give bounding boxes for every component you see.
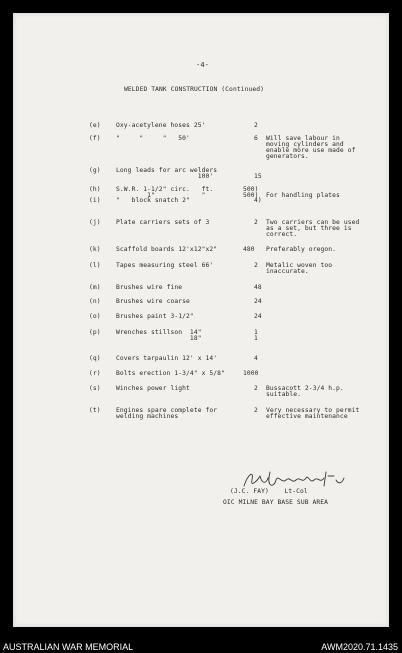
- item-label: (h): [89, 186, 101, 193]
- item-label: (i): [89, 197, 101, 204]
- item-description: Tapes measuring steel 66': [116, 262, 214, 269]
- item-description: 100': [116, 173, 214, 180]
- item-quantity: 4: [254, 355, 258, 362]
- item-remark: inaccurate.: [266, 268, 309, 275]
- item-description: Engines spare complete for: [116, 407, 218, 414]
- item-description: Brushes wire coarse: [116, 298, 190, 305]
- item-quantity: 15: [254, 173, 262, 180]
- handwritten-signature: [240, 466, 350, 492]
- item-description: welding machines: [116, 413, 179, 420]
- item-remark: For handling plates: [266, 192, 340, 199]
- item-description: Winches power light: [116, 385, 190, 392]
- item-remark: as a set, but three is: [266, 225, 352, 232]
- item-remark: Preferably oregon.: [266, 246, 337, 253]
- item-remark: Will save labour in: [266, 135, 340, 142]
- document-page: [13, 13, 389, 627]
- item-quantity: 2: [254, 122, 258, 129]
- item-description: Bolts erection 1-3/4" x 5/8": [116, 370, 225, 377]
- item-remark: correct.: [266, 231, 298, 238]
- item-quantity: 1000: [243, 370, 259, 377]
- item-quantity: 480: [243, 246, 255, 253]
- item-remark: moving cylinders and: [266, 141, 344, 148]
- item-description: 1" ": [116, 192, 206, 199]
- signatory-organisation: OIC MILNE BAY BASE SUB AREA: [223, 499, 329, 506]
- item-label: (n): [89, 298, 101, 305]
- item-description: Long leads for arc welders: [116, 167, 218, 174]
- item-label: (e): [89, 122, 101, 129]
- item-label: (r): [89, 370, 101, 377]
- item-label: (o): [89, 313, 101, 320]
- page-number: -4-: [196, 61, 209, 69]
- item-quantity: 48: [254, 284, 262, 291]
- item-label: (f): [89, 135, 101, 142]
- section-heading: WELDED TANK CONSTRUCTION (Continued): [124, 86, 265, 93]
- footer-left-text: AUSTRALIAN WAR MEMORIAL: [3, 642, 134, 652]
- item-label: (m): [89, 284, 101, 291]
- item-description: Covers tarpaulin 12' x 14': [116, 355, 218, 362]
- item-quantity: 4): [254, 197, 262, 204]
- item-remark: enable more use made of: [266, 147, 356, 154]
- item-remark: Metalic woven too: [266, 262, 333, 269]
- item-label: (q): [89, 355, 101, 362]
- item-description: Wrenches stillson 14": [116, 329, 202, 336]
- item-quantity: 24: [254, 298, 262, 305]
- item-quantity: 2: [254, 407, 258, 414]
- item-label: (k): [89, 246, 101, 253]
- item-description: 18": [116, 335, 202, 342]
- footer-bar: [0, 633, 402, 653]
- item-quantity: 500): [243, 192, 259, 199]
- item-description: Oxy-acetylene hoses 25': [116, 122, 206, 129]
- item-description: Scaffold boards 12'x12"x2": [116, 246, 218, 253]
- item-label: (s): [89, 385, 101, 392]
- item-quantity: 1: [254, 335, 258, 342]
- item-quantity: 500): [243, 186, 259, 193]
- item-remark: Very necessary to permit: [266, 407, 360, 414]
- item-quantity: 1: [254, 329, 258, 336]
- item-quantity: 24: [254, 313, 262, 320]
- item-quantity: 2: [254, 262, 258, 269]
- item-remark: Bussacott 2-3/4 h.p.: [266, 385, 344, 392]
- signatory-name: (J.C. FAY) Lt-Col: [230, 488, 308, 495]
- item-description: " " " 50': [116, 135, 190, 142]
- item-remark: generators.: [266, 153, 309, 160]
- item-label: (g): [89, 167, 101, 174]
- item-description: Plate carriers sets of 3: [116, 219, 210, 226]
- item-description: Brushes paint 3-1/2": [116, 313, 194, 320]
- item-description: S.W.R. 1-1/2" circ. ft.: [116, 186, 214, 193]
- item-label: (j): [89, 219, 101, 226]
- item-quantity: 2: [254, 219, 258, 226]
- item-quantity: 6: [254, 135, 258, 142]
- item-remark: suitable.: [266, 391, 302, 398]
- item-label: (p): [89, 329, 101, 336]
- item-label: (t): [89, 407, 101, 414]
- item-label: (l): [89, 262, 101, 269]
- item-remark: Two carriers can be used: [266, 219, 360, 226]
- item-quantity: 2: [254, 385, 258, 392]
- footer-right-text: AWM2020.71.1435: [321, 642, 398, 652]
- item-remark: effective maintenance: [266, 413, 348, 420]
- item-description: Brushes wire fine: [116, 284, 183, 291]
- item-description: " block snatch 2": [116, 197, 190, 204]
